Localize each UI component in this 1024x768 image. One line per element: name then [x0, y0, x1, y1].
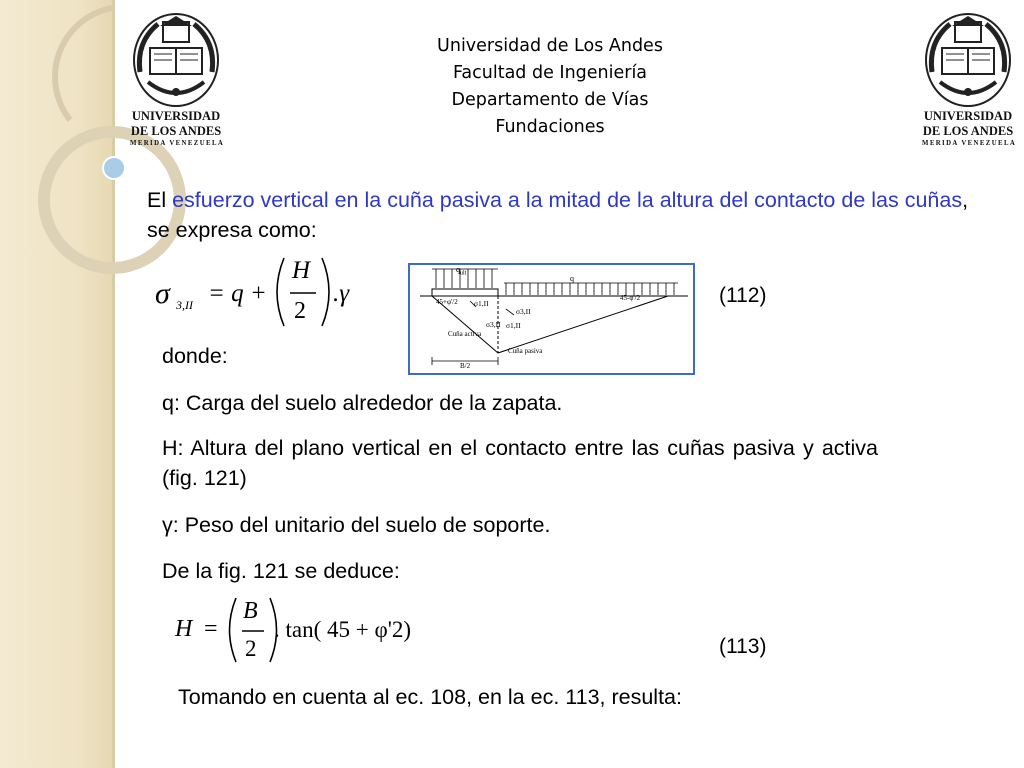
equation-112-number: (112)	[719, 284, 767, 307]
eq112-numerator: H	[292, 257, 311, 284]
logo-name-line1: UNIVERSIDAD	[923, 109, 1013, 123]
closing-sentence: Tomando en cuenta al ec. 108, en la ec. 113, resulta:	[178, 685, 682, 709]
university-seal-icon	[130, 12, 222, 108]
eq113-denominator: 2	[245, 636, 257, 661]
logo-name-line2: DE LOS ANDES	[130, 124, 222, 138]
header-university: Universidad de Los Andes	[437, 36, 663, 56]
eq112-subscript: 3,II	[176, 298, 193, 312]
deduce-label: De la fig. 121 se deduce:	[162, 559, 400, 583]
where-label: donde:	[162, 344, 228, 368]
blue-dot-icon	[103, 157, 125, 179]
fig-label-half-width: B/2	[460, 362, 471, 370]
slide-header	[380, 33, 720, 141]
eq113-suffix: . tan( 45 + φ'2)	[274, 617, 412, 642]
eq112-equals-q-plus: = q +	[208, 280, 267, 307]
header-course: Fundaciones	[495, 117, 605, 137]
fig-label-sigma1: σ1,II	[474, 299, 489, 308]
university-logo-left	[130, 12, 225, 152]
logo-name-line1: UNIVERSIDAD	[131, 109, 221, 123]
equation-113-number: (113)	[719, 635, 767, 658]
header-faculty: Facultad de Ingeniería	[452, 63, 648, 83]
logo-city: MERIDA VENEZUELA	[922, 140, 1017, 147]
intro-paragraph	[147, 185, 977, 245]
fig-label-passive-wedge: Cuña pasiva	[508, 347, 543, 355]
eq112-sigma: σ	[155, 277, 170, 310]
fig-label-active-wedge: Cuña activa	[448, 330, 482, 338]
eq113-numerator: B	[243, 598, 258, 624]
intro-part2: , se expresa como:	[147, 188, 969, 242]
fig-label-sigma3b: σ3,II	[486, 320, 501, 329]
fig-label-angle-left: 45+φ'/2	[436, 298, 458, 306]
definition-gamma: γ: Peso del unitario del suelo de soporte.	[162, 513, 551, 537]
university-seal-icon	[922, 12, 1014, 108]
eq112-denominator: 2	[294, 298, 306, 324]
university-logo-right	[922, 12, 1017, 152]
header-department: Departamento de Vías	[451, 90, 649, 110]
intro-part1: El	[147, 188, 173, 212]
fig-label-sigma3: σ3,II	[516, 307, 531, 316]
eq112-gamma: .γ	[333, 280, 350, 307]
fig-label-q-ult: $q_{ult}$	[456, 265, 467, 277]
definition-h: H: Altura del plano vertical en el contacto entre las cuñas pasiva y activa (fig. 121)	[162, 436, 878, 490]
intro-highlight: esfuerzo vertical en la cuña pasiva a la mitad de la altura del contacto de las cuñas	[172, 188, 963, 212]
eq113-lhs: H	[175, 616, 193, 642]
fig-label-angle-right: 45-φ'/2	[620, 294, 641, 302]
eq113-equals: =	[204, 616, 218, 642]
logo-name-line2: DE LOS ANDES	[922, 124, 1014, 138]
wedge-diagram	[410, 265, 693, 373]
wedge-diagram-figure	[408, 263, 695, 375]
logo-city: MERIDA VENEZUELA	[130, 140, 225, 147]
fig-label-sigma1b: σ1,II	[506, 321, 521, 330]
definition-q: q: Carga del suelo alrededor de la zapata.	[162, 391, 563, 415]
fig-label-q: q	[570, 274, 574, 283]
